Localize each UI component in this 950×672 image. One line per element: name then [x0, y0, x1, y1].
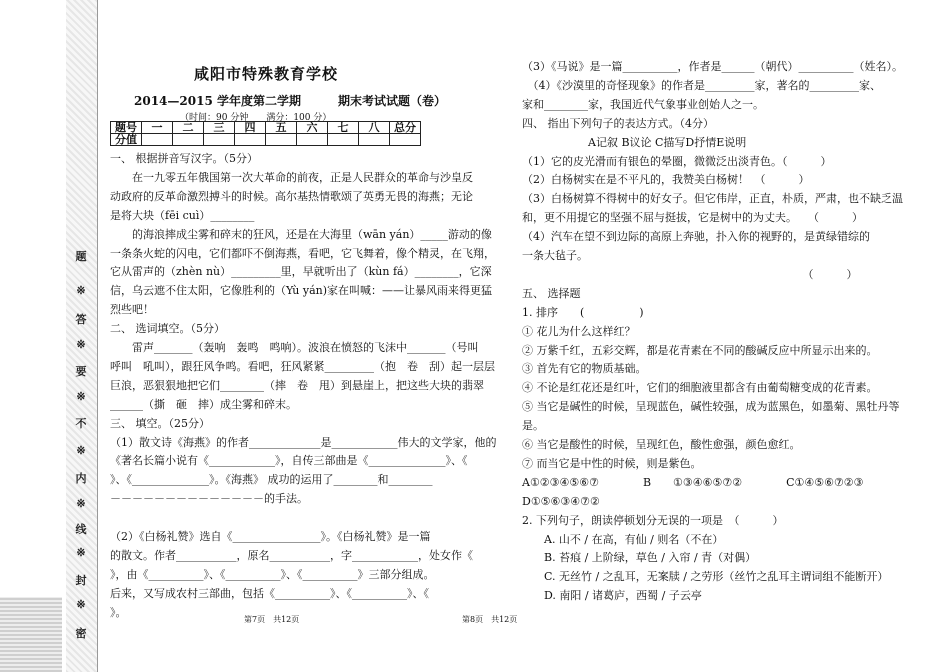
text-line: －－－－－－－－－－－－－－的手法。 [110, 492, 308, 506]
score-header-cell: 三 [204, 122, 235, 134]
text-line: ③ 首先有它的物质基础。 [522, 362, 647, 376]
text-line: 二、 选词填空。（5分） [110, 322, 225, 336]
text-line: 是将大块（fēi cuì）________ [110, 208, 255, 222]
binding-strip [66, 0, 98, 672]
binding-mark: 要 [75, 365, 87, 378]
text-line: （1）它的皮光滑而有银色的晕圈，微微泛出淡青色。（ ） [522, 154, 832, 168]
binding-mark: 线 [75, 523, 87, 536]
score-header-cell: 七 [328, 122, 359, 134]
school-title: 咸阳市特殊教育学校 [194, 65, 339, 83]
text-line: （4）《沙漠里的奇怪现象》的作者是_________家，著名的_________家、 [522, 78, 881, 92]
binding-mark: 答 [75, 313, 87, 326]
binding-mark: ※ [76, 546, 86, 559]
text-line: （2）白杨树实在是不平凡的，我赞美白杨树！ （ ） [522, 173, 810, 187]
text-line: 动政府的反革命激烈搏斗的时候。高尔基热情歌颂了英勇无畏的海燕；无论 [110, 189, 473, 203]
right-page [462, 0, 912, 672]
corner-pattern [0, 597, 62, 672]
text-line: 在一九零五年俄国第一次大革命的前夜，正是人民群众的革命与沙皇反 [110, 170, 473, 184]
text-line: ④ 不论是红花还是红叶，它们的细胞液里都含有由葡萄糖变成的花青素。 [522, 381, 878, 395]
text-line: A①②③④⑤⑥⑦ B ①③④⑥⑤⑦② C①④⑤⑥⑦②③ [522, 475, 864, 489]
text-line: ⑤ 当它是碱性的时候，呈现蓝色，碱性较强，成为蓝黑色，如墨菊、黑牡丹等 [522, 400, 900, 414]
score-row-label: 分值 [111, 134, 142, 146]
exam-info: （时间：90 分钟 满分：100 分） [180, 113, 332, 123]
text-line: C. 无丝竹 / 之乱耳，无案牍 / 之劳形（丝竹之乱耳主谓词组不能断开） [522, 570, 889, 584]
exam-title: 期末考试试题（卷） [338, 94, 447, 108]
text-line: D. 南阳 / 诸葛庐，西蜀 / 子云亭 [522, 589, 702, 603]
text-line: 》。 [110, 605, 127, 619]
binding-mark: 题 [75, 250, 87, 263]
text-line: 1. 排序 ( ) [522, 305, 644, 319]
score-header-cell: 四 [235, 122, 266, 134]
score-cell [235, 134, 266, 146]
score-header-cell: 一 [142, 122, 173, 134]
text-line: 四、 指出下列句子的表达方式。（4分） [522, 116, 714, 130]
binding-mark: ※ [76, 444, 86, 457]
binding-mark: ※ [76, 390, 86, 403]
text-line: 信，乌云遮不住太阳，它像胜利的（Yù yán)家在叫喊：——让暴风雨来得更猛 [110, 284, 493, 298]
text-line: （2）《白杨礼赞》选自《________________》。《白杨礼赞》是一篇 [110, 530, 431, 543]
term-title: 2014—2015 学年度第二学期 [134, 94, 301, 108]
score-header-cell: 五 [266, 122, 297, 134]
text-line: 烈些吧！ [110, 303, 154, 317]
text-line: 它从雷声的（zhèn nù）_________里，早就听出了（kùn fá）________，它深 [110, 265, 492, 279]
text-line: ② 万紫千红，五彩交辉，都是花青素在不同的酸碱反应中所显示出来的。 [522, 343, 878, 357]
text-line: 雷声_______（轰响 轰鸣 鸣响）。波浪在愤怒的飞沫中_______（号叫 [110, 341, 479, 354]
text-line: ______（撕 砸 摔）成尘雾和碎末。 [110, 397, 297, 411]
score-header-cell: 八 [359, 122, 390, 134]
text-line: B. 苔痕 / 上阶绿，草色 / 入帘 / 青（对偶） [522, 551, 757, 565]
binding-mark: ※ [76, 338, 86, 351]
score-cell [142, 134, 173, 146]
text-line: 《著名长篇小说有《____________》，自传三部曲是《______________》、《 [110, 454, 468, 468]
text-line: 家和________家，我国近代气象事业创始人之一。 [522, 97, 764, 111]
text-line: 的海浪摔成尘雾和碎末的狂风，还是在大海里（wān yán）_____游动的像 [110, 227, 492, 241]
score-cell [204, 134, 235, 146]
text-line: 巨浪，恶狠狠地把它们________（摔 卷 甩）到悬崖上，把这些大块的翡翠 [110, 378, 484, 392]
text-line: 和，更不用提它的坚强不屈与挺拔，它是树中的为丈夫。 （ ） [522, 211, 863, 225]
score-header-cell: 总分 [390, 122, 421, 134]
binding-mark: ※ [76, 497, 86, 510]
score-header-cell: 二 [173, 122, 204, 134]
text-line: ① 花儿为什么这样红？ [522, 324, 636, 338]
score-cell [173, 134, 204, 146]
text-line: A. 山不 / 在高，有仙 / 则名（不在） [522, 532, 724, 546]
text-line: （4）汽车在望不到边际的高原上奔驰，扑入你的视野的，是黄绿错综的 [522, 230, 870, 244]
binding-mark: 封 [75, 574, 87, 587]
score-header-cell: 题号 [111, 122, 142, 134]
text-line: 呼叫 吼叫），跟狂风争鸣。看吧，狂风紧紧_________（抱 卷 刮）起一层层 [110, 359, 495, 373]
binding-mark: 不 [75, 417, 87, 430]
score-header-cell: 六 [297, 122, 328, 134]
binding-mark: 内 [75, 472, 87, 485]
score-table [110, 121, 421, 146]
score-cell [266, 134, 297, 146]
binding-mark: 密 [75, 627, 87, 640]
score-cell [328, 134, 359, 146]
text-line: 一条条火蛇的闪电，它们都吓不倒海燕，看吧，它飞舞着，像个精灵，在飞翔， [110, 246, 495, 260]
text-line: 一条大毡子。 [522, 249, 588, 262]
text-line: （3）白杨树算不得树中的好女子。但它伟岸，正直，朴质，严肃，也不缺乏温 [522, 192, 903, 206]
text-line: ⑥ 当它是酸性的时候，呈现红色，酸性愈强，颜色愈红。 [522, 438, 801, 451]
text-line: 五、 选择题 [522, 286, 581, 300]
text-line: 》，由《__________》、《__________》、《__________》三部分组成。 [110, 567, 435, 581]
score-cell [297, 134, 328, 146]
text-line: （3）《马说》是一篇__________，作者是______（朝代）__________（姓名）。 [522, 60, 903, 73]
text-line: 三、 填空。（25分） [110, 416, 210, 430]
score-cell [390, 134, 421, 146]
text-line: A记叙 B议论 C描写D抒情E说明 [522, 135, 747, 149]
text-line: D①⑤⑥③④⑦② [522, 494, 600, 508]
text-line: 》、《______________》。《海燕》 成功的运用了________和________ [110, 473, 433, 487]
score-cell [359, 134, 390, 146]
binding-mark: ※ [76, 284, 86, 297]
text-line: ⑦ 而当它是中性的时候，则是紫色。 [522, 456, 702, 470]
text-line: 后来，又写成农村三部曲，包括《__________》、《__________》、《 [110, 586, 429, 600]
text-line: 是。 [522, 419, 544, 433]
text-line: 一、 根据拼音写汉字。（5分） [110, 152, 258, 165]
page-number-right: 第8页 共12页 [462, 615, 518, 624]
page-number-left: 第7页 共12页 [244, 615, 300, 624]
text-line: 的散文。作者___________，原名___________，字____________，处女作《 [110, 548, 473, 562]
text-line: （ ） [522, 267, 858, 281]
binding-mark: ※ [76, 598, 86, 611]
text-line: （1）散文诗《海燕》的作者_____________是____________伟大的文学家，他的 [110, 435, 497, 449]
text-line: 2. 下列句子，朗读停顿划分无误的一项是 （ ） [522, 513, 784, 527]
